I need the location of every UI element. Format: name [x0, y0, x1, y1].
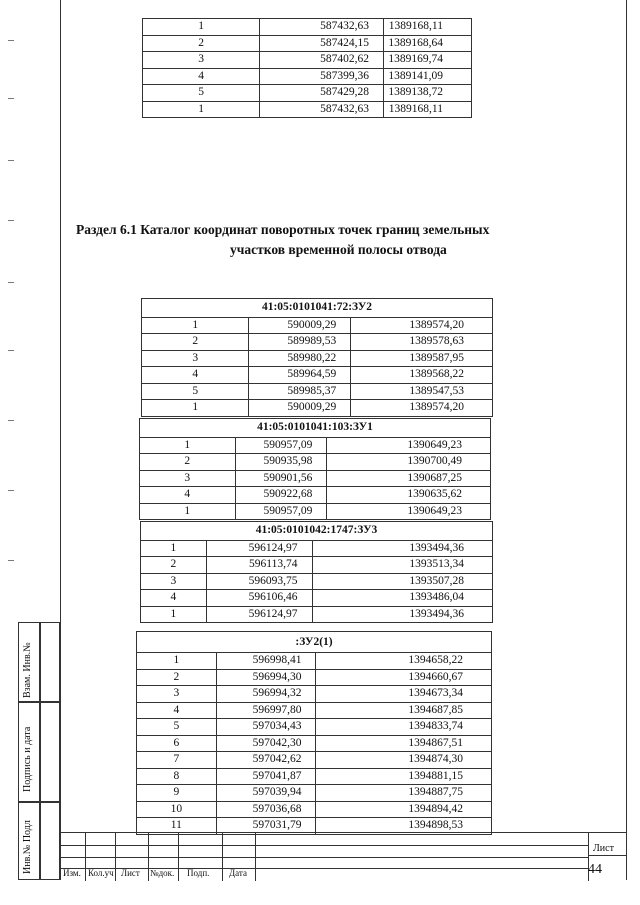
- side-stamp: [18, 622, 60, 880]
- point-number: 2: [142, 334, 249, 351]
- point-number: 1: [141, 606, 207, 623]
- table-row: [140, 437, 491, 454]
- table-title: 41:05:0101042:1747:ЗУ3: [141, 522, 493, 541]
- x-coordinate: 587432,63: [260, 19, 384, 36]
- y-coordinate: 1389568,22: [351, 367, 493, 384]
- y-coordinate: 1394660,67: [316, 669, 492, 686]
- point-number: 8: [137, 768, 217, 785]
- table-row: [143, 52, 472, 69]
- y-coordinate: 1389138,72: [383, 85, 471, 102]
- y-coordinate: 1393494,36: [312, 606, 493, 623]
- coords-table-top: [142, 18, 472, 118]
- y-coordinate: 1394867,51: [316, 735, 492, 752]
- table-row: [140, 503, 491, 520]
- y-coordinate: 1390649,23: [327, 437, 491, 454]
- y-coordinate: 1389574,20: [351, 317, 493, 334]
- y-coordinate: 1389168,11: [383, 101, 471, 118]
- table-row: [137, 686, 492, 703]
- coords-table-zu3: [140, 521, 493, 623]
- y-coordinate: 1390635,62: [327, 487, 491, 504]
- heading-line-2: участков временной полосы отвода: [230, 242, 447, 257]
- y-coordinate: 1393486,04: [312, 590, 493, 607]
- point-number: 2: [141, 557, 207, 574]
- table-title: :ЗУ2(1): [137, 632, 492, 653]
- x-coordinate: 597031,79: [216, 818, 316, 835]
- frame-left-border: [60, 0, 61, 880]
- x-coordinate: 589980,22: [249, 350, 351, 367]
- table-row: [137, 785, 492, 802]
- x-coordinate: 587424,15: [260, 35, 384, 52]
- table-title: 41:05:0101041:103:ЗУ1: [140, 419, 491, 438]
- point-number: 2: [137, 669, 217, 686]
- point-number: 1: [143, 19, 260, 36]
- x-coordinate: 597042,30: [216, 735, 316, 752]
- table-row: [140, 454, 491, 471]
- coords-table-zu1: [139, 418, 491, 520]
- point-number: 6: [137, 735, 217, 752]
- table-row: [143, 68, 472, 85]
- x-coordinate: 596994,30: [216, 669, 316, 686]
- x-coordinate: 587402,62: [260, 52, 384, 69]
- point-number: 1: [137, 653, 217, 670]
- table-row: [140, 487, 491, 504]
- point-number: 2: [143, 35, 260, 52]
- table-row: [143, 85, 472, 102]
- table-row: [143, 101, 472, 118]
- y-coordinate: 1394687,85: [316, 702, 492, 719]
- point-number: 5: [137, 719, 217, 736]
- table-row: [137, 702, 492, 719]
- table-row: [142, 383, 493, 400]
- point-number: 4: [142, 367, 249, 384]
- table-row: [137, 669, 492, 686]
- point-number: 7: [137, 752, 217, 769]
- y-coordinate: 1389168,11: [383, 19, 471, 36]
- y-coordinate: 1389574,20: [351, 400, 493, 417]
- coords-table-zu2-1: [136, 631, 492, 835]
- table-row: [143, 19, 472, 36]
- table-row: [142, 367, 493, 384]
- x-coordinate: 596093,75: [206, 573, 312, 590]
- x-coordinate: 590901,56: [235, 470, 327, 487]
- frame-right-border: [626, 0, 627, 880]
- x-coordinate: 590009,29: [249, 400, 351, 417]
- y-coordinate: 1389578,63: [351, 334, 493, 351]
- point-number: 4: [137, 702, 217, 719]
- point-number: 1: [142, 400, 249, 417]
- point-number: 3: [141, 573, 207, 590]
- point-number: 2: [140, 454, 236, 471]
- table-row: [142, 317, 493, 334]
- y-coordinate: 1393494,36: [312, 540, 493, 557]
- y-coordinate: 1389169,74: [383, 52, 471, 69]
- x-coordinate: 597042,62: [216, 752, 316, 769]
- x-coordinate: 589989,53: [249, 334, 351, 351]
- point-number: 1: [141, 540, 207, 557]
- point-number: 1: [142, 317, 249, 334]
- table-row: [140, 470, 491, 487]
- col-podp: Подп.: [187, 868, 210, 878]
- table-row: [141, 557, 493, 574]
- table-row: [137, 719, 492, 736]
- x-coordinate: 596998,41: [216, 653, 316, 670]
- point-number: 5: [142, 383, 249, 400]
- point-number: 10: [137, 801, 217, 818]
- y-coordinate: 1394874,30: [316, 752, 492, 769]
- x-coordinate: 587432,63: [260, 101, 384, 118]
- x-coordinate: 597034,43: [216, 719, 316, 736]
- x-coordinate: 590935,98: [235, 454, 327, 471]
- y-coordinate: 1394881,15: [316, 768, 492, 785]
- x-coordinate: 596113,74: [206, 557, 312, 574]
- point-number: 9: [137, 785, 217, 802]
- y-coordinate: 1394833,74: [316, 719, 492, 736]
- x-coordinate: 596124,97: [206, 540, 312, 557]
- title-block: [60, 832, 626, 881]
- x-coordinate: 590957,09: [235, 437, 327, 454]
- coords-table-zu2: [141, 298, 493, 417]
- y-coordinate: 1389141,09: [383, 68, 471, 85]
- col-kol-uch: Кол.уч: [88, 868, 114, 878]
- point-number: 5: [143, 85, 260, 102]
- x-coordinate: 596994,32: [216, 686, 316, 703]
- point-number: 4: [143, 68, 260, 85]
- y-coordinate: 1389587,95: [351, 350, 493, 367]
- stamp-inv-podl: Инв.№ Подл: [22, 820, 33, 874]
- y-coordinate: 1390687,25: [327, 470, 491, 487]
- x-coordinate: 596997,80: [216, 702, 316, 719]
- y-coordinate: 1394673,34: [316, 686, 492, 703]
- section-heading: [76, 220, 576, 260]
- x-coordinate: 587399,36: [260, 68, 384, 85]
- col-ndok: №док.: [150, 868, 175, 878]
- table-row: [142, 350, 493, 367]
- heading-line-1: Раздел 6.1 Каталог координат поворотных точек границ земельных: [76, 222, 490, 237]
- y-coordinate: 1393507,28: [312, 573, 493, 590]
- point-number: 3: [142, 350, 249, 367]
- point-number: 1: [140, 437, 236, 454]
- y-coordinate: 1394894,42: [316, 801, 492, 818]
- x-coordinate: 597036,68: [216, 801, 316, 818]
- col-list: Лист: [121, 868, 140, 878]
- point-number: 3: [140, 470, 236, 487]
- col-data: Дата: [229, 868, 247, 878]
- y-coordinate: 1394887,75: [316, 785, 492, 802]
- point-number: 3: [137, 686, 217, 703]
- table-row: [137, 735, 492, 752]
- table-row: [141, 540, 493, 557]
- y-coordinate: 1390649,23: [327, 503, 491, 520]
- y-coordinate: 1389547,53: [351, 383, 493, 400]
- table-row: [142, 334, 493, 351]
- x-coordinate: 590922,68: [235, 487, 327, 504]
- table-row: [142, 400, 493, 417]
- x-coordinate: 596106,46: [206, 590, 312, 607]
- x-coordinate: 596124,97: [206, 606, 312, 623]
- point-number: 1: [140, 503, 236, 520]
- y-coordinate: 1394898,53: [316, 818, 492, 835]
- y-coordinate: 1390700,49: [327, 454, 491, 471]
- point-number: 3: [143, 52, 260, 69]
- table-row: [143, 35, 472, 52]
- table-row: [141, 606, 493, 623]
- table-title: 41:05:0101041:72:ЗУ2: [142, 299, 493, 318]
- table-row: [137, 801, 492, 818]
- table-row: [141, 590, 493, 607]
- margin-ticks: [8, 20, 18, 620]
- point-number: 11: [137, 818, 217, 835]
- x-coordinate: 589985,37: [249, 383, 351, 400]
- point-number: 4: [140, 487, 236, 504]
- col-izm: Изм.: [63, 868, 81, 878]
- y-coordinate: 1393513,34: [312, 557, 493, 574]
- x-coordinate: 590957,09: [235, 503, 327, 520]
- table-row: [137, 752, 492, 769]
- table-row: [137, 768, 492, 785]
- table-row: [137, 653, 492, 670]
- x-coordinate: 590009,29: [249, 317, 351, 334]
- x-coordinate: 587429,28: [260, 85, 384, 102]
- stamp-podpis-data: Подпись и дата: [22, 726, 33, 792]
- y-coordinate: 1389168,64: [383, 35, 471, 52]
- table-row: [141, 573, 493, 590]
- point-number: 1: [143, 101, 260, 118]
- y-coordinate: 1394658,22: [316, 653, 492, 670]
- sheet-number: 44: [588, 862, 602, 877]
- sheet-label: Лист: [593, 843, 614, 854]
- x-coordinate: 597039,94: [216, 785, 316, 802]
- stamp-vzam-inv: Взам. Инв.№: [22, 642, 33, 698]
- point-number: 4: [141, 590, 207, 607]
- x-coordinate: 597041,87: [216, 768, 316, 785]
- x-coordinate: 589964,59: [249, 367, 351, 384]
